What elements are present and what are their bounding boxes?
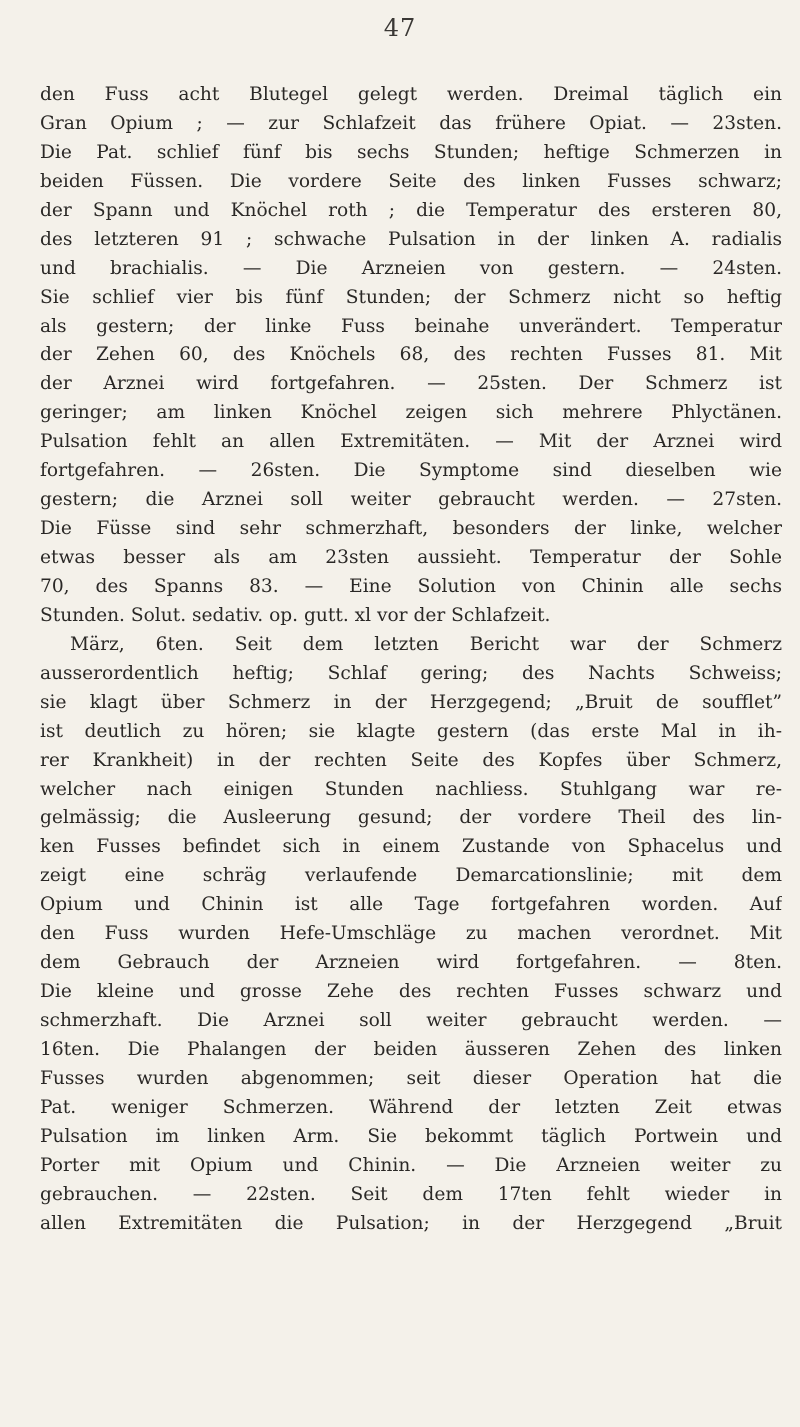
text-line: Pulsation fehlt an allen Extremitäten. — Mit der Arznei wird [40, 431, 782, 453]
text-line: Stunden. Solut. sedativ. op. gutt. xl vor der Schlafzeit. [40, 604, 551, 626]
text-line: geringer; am linken Knöchel zeigen sich mehrere Phlyctänen. [40, 402, 782, 424]
text-line: der Arznei wird fortgefahren. — 25sten. Der Schmerz ist [40, 373, 782, 395]
text-line: ausserordentlich heftig; Schlaf gering; des Nachts Schweiss; [40, 662, 782, 684]
text-line: Die kleine und grosse Zehe des rechten Fusses schwarz und [40, 981, 782, 1003]
text-line: den Fuss acht Blutegel gelegt werden. Dreimal täglich ein [40, 84, 782, 105]
text-line: beiden Füssen. Die vordere Seite des linken Fusses schwarz; [40, 170, 782, 192]
text-line: gestern; die Arznei soll weiter gebraucht werden. — 27sten. [40, 489, 782, 511]
text-line: allen Extremitäten die Pulsation; in der Herzgegend „Bruit [40, 1212, 782, 1234]
text-line: Pat. weniger Schmerzen. Während der letzten Zeit etwas [40, 1096, 782, 1118]
text-line: ist deutlich zu hören; sie klagte gestern (das erste Mal in ih- [40, 720, 782, 742]
text-line: Gran Opium ; — zur Schlafzeit das frühere Opiat. — 23sten. [40, 112, 782, 134]
text-line: gelmässig; die Ausleerung gesund; der vordere Theil des lin- [40, 807, 782, 829]
text-line: als gestern; der linke Fuss beinahe unverändert. Temperatur [40, 315, 782, 337]
text-line: sie klagt über Schmerz in der Herzgegend; „Bruit de soufflet” [40, 691, 782, 713]
text-line-paragraph-start: März, 6ten. Seit dem letzten Bericht war der Schmerz [70, 633, 782, 655]
text-line: den Fuss wurden Hefe-Umschläge zu machen verordnet. Mit [40, 923, 782, 945]
text-line: der Spann und Knöchel roth ; die Temperatur des ersteren 80, [40, 199, 782, 221]
text-line: zeigt eine schräg verlaufende Demarcationslinie; mit dem [40, 865, 782, 887]
text-line: ken Fusses befindet sich in einem Zustande von Sphacelus und [40, 836, 782, 858]
text-line: etwas besser als am 23sten aussieht. Temperatur der Sohle [40, 547, 782, 568]
text-line: welcher nach einigen Stunden nachliess. Stuhlgang war re- [40, 778, 782, 800]
text-line: dem Gebrauch der Arzneien wird fortgefahren. — 8ten. [40, 952, 782, 974]
text-line: rer Krankheit) in der rechten Seite des Kopfes über Schmerz, [40, 749, 782, 771]
text-line: schmerzhaft. Die Arznei soll weiter gebraucht werden. — [40, 1010, 782, 1031]
text-line: Pulsation im linken Arm. Sie bekommt täglich Portwein und [40, 1125, 782, 1147]
text-line: Die Füsse sind sehr schmerzhaft, besonders der linke, welcher [40, 518, 782, 540]
text-line: Opium und Chinin ist alle Tage fortgefahren worden. Auf [40, 894, 782, 916]
body-text [40, 81, 782, 1239]
page-number: 47 [383, 14, 417, 42]
text-line: und brachialis. — Die Arzneien von gestern. — 24sten. [40, 257, 782, 279]
text-line: Porter mit Opium und Chinin. — Die Arzneien weiter zu [40, 1154, 782, 1176]
text-line: fortgefahren. — 26sten. Die Symptome sind dieselben wie [40, 460, 782, 482]
text-line: 70, des Spanns 83. — Eine Solution von Chinin alle sechs [40, 575, 782, 597]
text-line: gebrauchen. — 22sten. Seit dem 17ten fehlt wieder in [40, 1183, 782, 1205]
text-line: Fusses wurden abgenommen; seit dieser Operation hat die [40, 1067, 782, 1089]
text-line: Sie schlief vier bis fünf Stunden; der Schmerz nicht so heftig [40, 286, 782, 308]
text-line: 16ten. Die Phalangen der beiden äusseren Zehen des linken [40, 1038, 782, 1060]
text-line: des letzteren 91 ; schwache Pulsation in der linken A. radialis [40, 228, 782, 250]
text-line: Die Pat. schlief fünf bis sechs Stunden; heftige Schmerzen in [40, 141, 782, 163]
text-line: der Zehen 60, des Knöchels 68, des rechten Fusses 81. Mit [40, 344, 782, 366]
